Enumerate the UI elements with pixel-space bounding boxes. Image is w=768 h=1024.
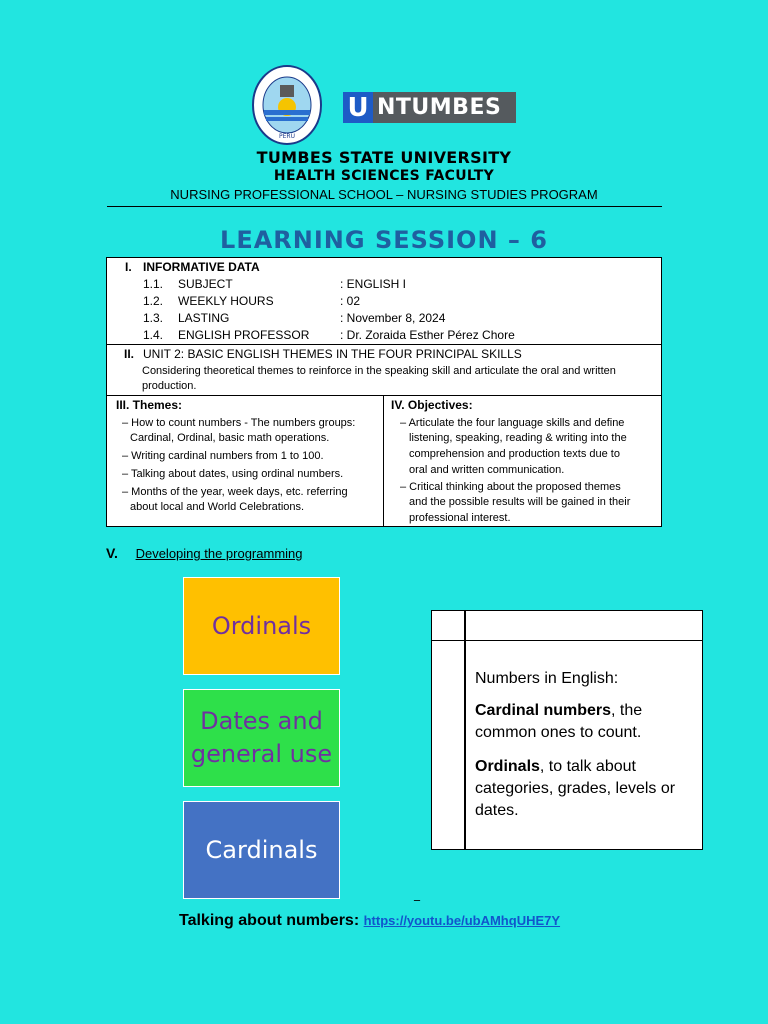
cardinals-label: Cardinals bbox=[205, 836, 318, 864]
dates-box bbox=[183, 689, 340, 787]
objective-line: professional interest. bbox=[409, 512, 511, 524]
item-label: WEEKLY HOURS bbox=[178, 294, 274, 308]
unit-description: Considering theoretical themes to reinforce in the speaking skill and articulate the oral and written bbox=[142, 365, 616, 377]
theme-line: – Talking about dates, using ordinal numbers. bbox=[122, 468, 344, 480]
item-value: : November 8, 2024 bbox=[340, 311, 446, 325]
cardinals-box bbox=[183, 801, 340, 899]
header-divider bbox=[107, 206, 662, 207]
objective-line: – Articulate the four language skills and define bbox=[400, 417, 625, 429]
theme-line: about local and World Celebrations. bbox=[130, 501, 305, 513]
note-ordinal-line3: dates. bbox=[475, 802, 519, 819]
untumbes-logo bbox=[343, 92, 516, 123]
university-name: TUMBES STATE UNIVERSITY bbox=[256, 148, 512, 167]
note-cardinal bbox=[475, 700, 700, 722]
unit-section bbox=[107, 345, 661, 396]
theme-line: Cardinal, Ordinal, basic math operations. bbox=[130, 432, 330, 444]
unit-title: UNIT 2: BASIC ENGLISH THEMES IN THE FOUR PRINCIPAL SKILLS bbox=[143, 347, 522, 361]
objective-line: comprehension and production texts due to bbox=[409, 448, 620, 460]
developing-programming-link[interactable]: Developing the programming bbox=[135, 546, 303, 561]
theme-line: – Months of the year, week days, etc. referring bbox=[122, 486, 348, 498]
section-five bbox=[106, 545, 303, 561]
svg-text:PERÚ: PERÚ bbox=[279, 133, 295, 140]
dates-label-line1: Dates and bbox=[200, 707, 323, 735]
objective-line: listening, speaking, reading & writing into the bbox=[409, 432, 627, 444]
note-ordinal-line2: categories, grades, levels or bbox=[475, 780, 676, 797]
section-title: INFORMATIVE DATA bbox=[143, 260, 260, 274]
youtube-link[interactable]: https://youtu.be/ubAMhqUHE7Y bbox=[363, 913, 561, 928]
section-number: I. bbox=[125, 260, 132, 274]
informative-data-section bbox=[107, 258, 661, 345]
theme-line: – How to count numbers - The numbers groups: bbox=[122, 417, 356, 429]
item-number: 1.3. bbox=[143, 311, 164, 325]
note-cardinal-line2: common ones to count. bbox=[475, 724, 642, 741]
note-header-row bbox=[432, 611, 702, 641]
theme-line: – Writing cardinal numbers from 1 to 100. bbox=[122, 450, 324, 462]
themes-title: III. Themes: bbox=[116, 398, 183, 412]
logo-letter: U bbox=[343, 92, 373, 123]
info-table bbox=[106, 257, 662, 527]
section-five-number: V. bbox=[106, 545, 118, 561]
item-label: SUBJECT bbox=[178, 277, 233, 291]
underscore-mark: _ bbox=[414, 887, 420, 901]
numbers-note-box bbox=[431, 610, 703, 850]
item-value: : 02 bbox=[340, 294, 361, 308]
note-column-divider bbox=[464, 611, 466, 849]
item-number: 1.1. bbox=[143, 277, 164, 291]
themes-objectives-row bbox=[107, 396, 661, 526]
university-seal-logo bbox=[252, 65, 322, 145]
item-label: ENGLISH PROFESSOR bbox=[178, 328, 310, 342]
item-value: : Dr. Zoraida Esther Pérez Chore bbox=[340, 328, 515, 342]
note-ordinal bbox=[475, 756, 700, 778]
objective-line: and the possible results will be gained in their bbox=[409, 496, 631, 508]
note-intro: Numbers in English: bbox=[475, 670, 619, 687]
objective-line: oral and written communication. bbox=[409, 464, 565, 476]
ordinals-box bbox=[183, 577, 340, 675]
talking-about-numbers bbox=[179, 912, 560, 930]
session-title: LEARNING SESSION – 6 bbox=[220, 226, 548, 254]
dates-label-line2: general use bbox=[190, 740, 333, 768]
unit-description-cont: production. bbox=[142, 380, 197, 392]
objective-line: – Critical thinking about the proposed themes bbox=[400, 481, 621, 493]
cardinal-bold: Cardinal numbers bbox=[475, 702, 612, 719]
ordinals-label: Ordinals bbox=[211, 612, 312, 640]
item-number: 1.4. bbox=[143, 328, 164, 342]
faculty-name: HEALTH SCIENCES FACULTY bbox=[273, 168, 495, 184]
school-name: NURSING PROFESSIONAL SCHOOL – NURSING STUDIES PROGRAM bbox=[170, 187, 598, 202]
cardinal-rest: , the bbox=[611, 702, 643, 719]
logo-text: NTUMBES bbox=[377, 95, 502, 120]
ordinal-bold: Ordinals bbox=[475, 758, 540, 775]
item-value: : ENGLISH I bbox=[340, 277, 407, 291]
column-divider bbox=[383, 396, 384, 526]
item-label: LASTING bbox=[178, 311, 230, 325]
section-number: II. bbox=[124, 347, 135, 361]
ordinal-rest: , to talk about bbox=[539, 758, 636, 775]
objectives-title: IV. Objectives: bbox=[391, 398, 473, 412]
talk-separator: : bbox=[353, 912, 364, 929]
talk-label: Talking about numbers bbox=[179, 912, 354, 929]
item-number: 1.2. bbox=[143, 294, 164, 308]
